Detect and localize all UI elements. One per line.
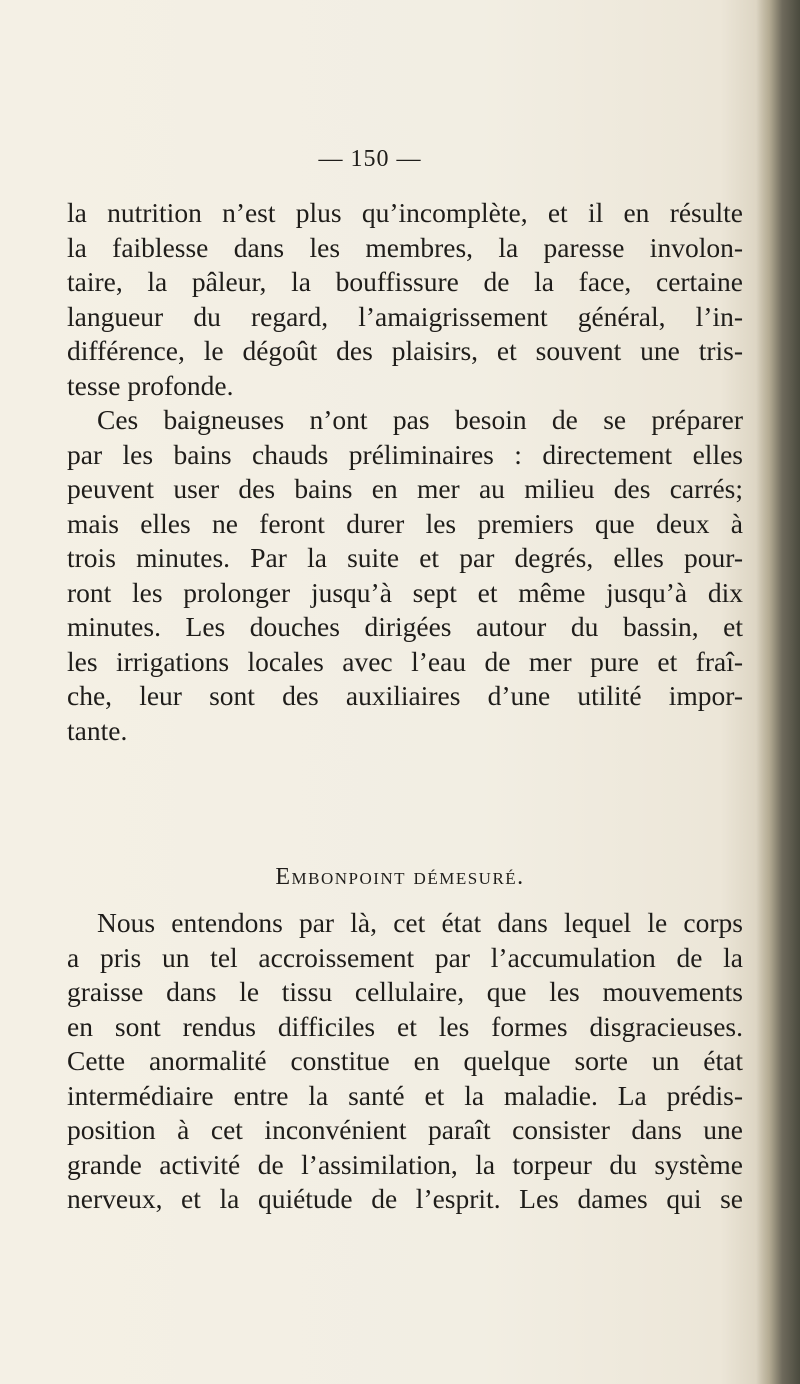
text-line: position à cet inconvénient paraît consister dans une	[67, 1114, 743, 1145]
text-line: graisse dans le tissu cellulaire, que les mouvements	[67, 976, 743, 1007]
paragraph-baigneuses	[67, 403, 743, 748]
text-line: les irrigations locales avec l’eau de mer pure et fraî-	[67, 645, 743, 677]
section-heading: Embonpoint démesuré.	[275, 864, 525, 890]
paragraph-embonpoint	[67, 906, 743, 1217]
text-line: en sont rendus difficiles et les formes disgracieuses.	[67, 1010, 743, 1042]
text-line: différence, le dégoût des plaisirs, et souvent une tris-	[67, 335, 743, 366]
page-edge-shadow	[756, 0, 800, 1384]
text-line: la nutrition n’est plus qu’incomplète, et il en résulte	[67, 197, 743, 228]
page-number: — 150 —	[318, 146, 422, 172]
text-line: par les bains chauds préliminaires : directement elles	[67, 438, 743, 470]
text-line: Nous entendons par là, cet état dans lequel le corps	[97, 907, 743, 938]
text-line: taire, la pâleur, la bouffissure de la face, certaine	[67, 266, 743, 297]
body-text-lower	[67, 906, 743, 1217]
text-line: tesse profonde.	[67, 369, 234, 401]
text-line: minutes. Les douches dirigées autour du bassin, et	[67, 611, 743, 642]
text-line: nerveux, et la quiétude de l’esprit. Les dames qui se	[67, 1183, 743, 1214]
text-line: a pris un tel accroissement par l’accumulation de la	[67, 941, 743, 973]
text-line: peuvent user des bains en mer au milieu des carrés;	[67, 473, 743, 504]
text-line: tante.	[67, 714, 128, 746]
text-line: trois minutes. Par la suite et par degrés, elles pour-	[67, 542, 743, 573]
body-text-upper	[67, 196, 743, 748]
text-line: intermédiaire entre la santé et la maladie. La prédis-	[67, 1079, 743, 1111]
paragraph-nutrition	[67, 196, 743, 403]
text-line: grande activité de l’assimilation, la torpeur du système	[67, 1148, 743, 1180]
text-line: langueur du regard, l’amaigrissement général, l’in-	[67, 300, 743, 332]
text-line: mais elles ne feront durer les premiers que deux à	[67, 507, 743, 539]
text-line: la faiblesse dans les membres, la paresse involon-	[67, 231, 743, 263]
text-line: Ces baigneuses n’ont pas besoin de se préparer	[97, 404, 743, 435]
text-line: Cette anormalité constitue en quelque sorte un état	[67, 1045, 743, 1076]
text-line: che, leur sont des auxiliaires d’une utilité impor-	[67, 680, 743, 711]
text-line: ront les prolonger jusqu’à sept et même jusqu’à dix	[67, 576, 743, 608]
